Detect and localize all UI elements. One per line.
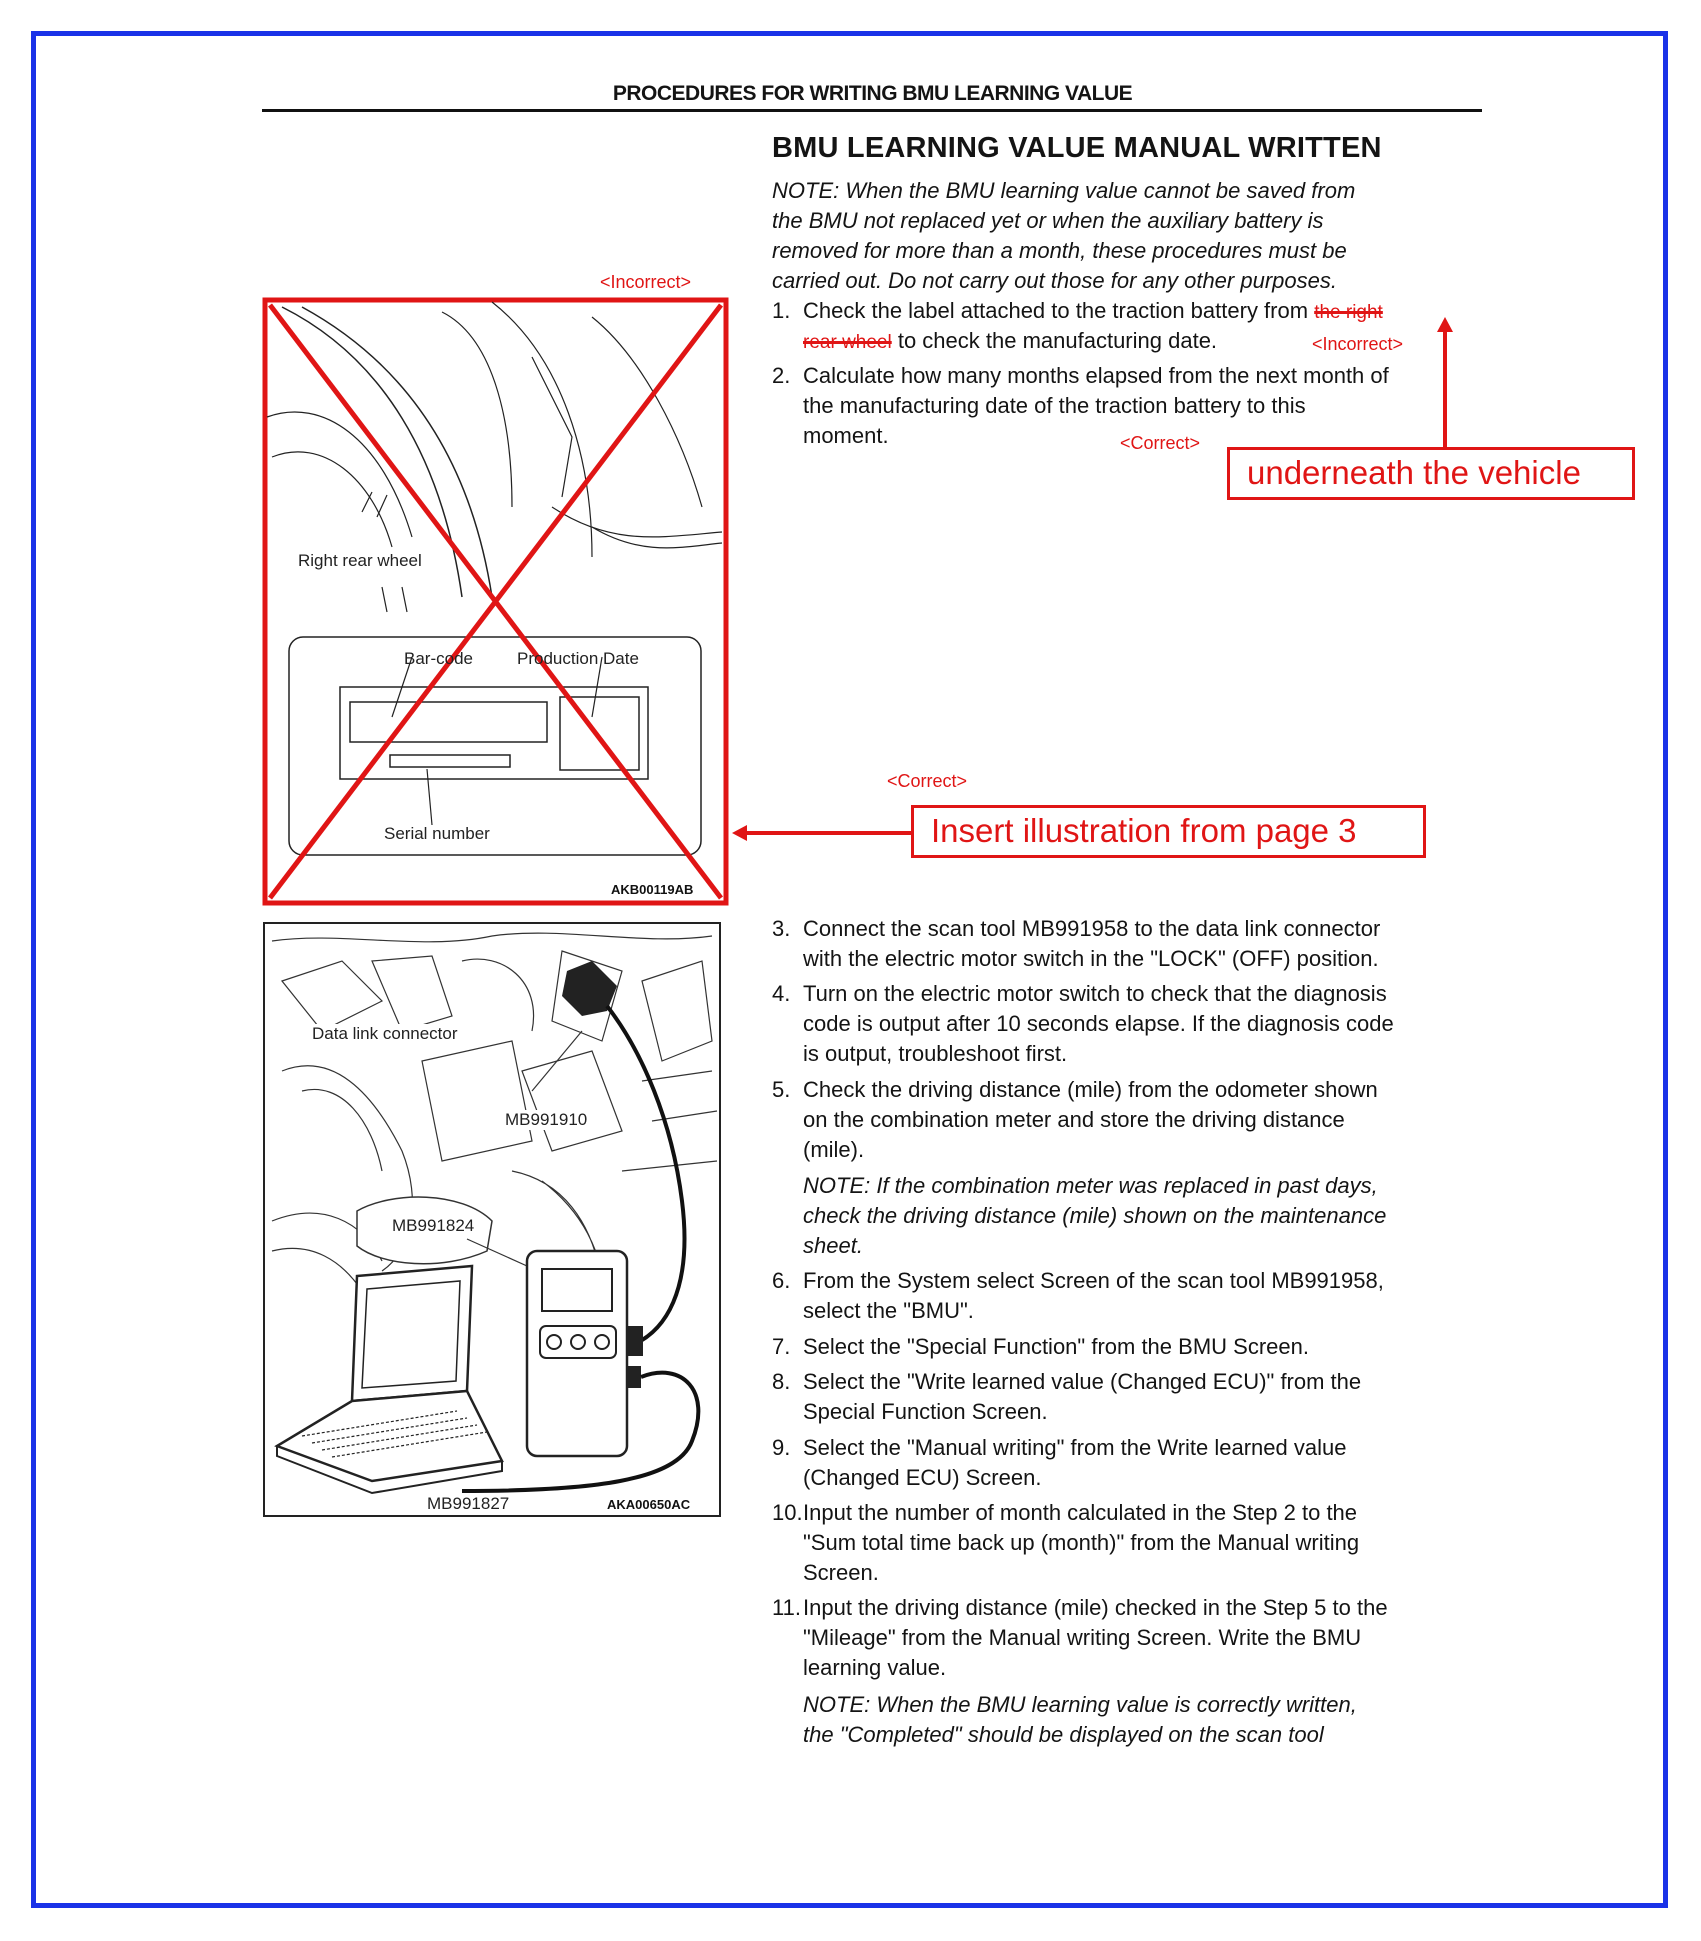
figure-label: Bar-code xyxy=(404,649,473,668)
step-number: 3. xyxy=(772,916,791,941)
note-line: NOTE: When the BMU learning value cannot be saved from xyxy=(772,178,1356,203)
figure-label: Data link connector xyxy=(312,1024,458,1043)
section-title: BMU LEARNING VALUE MANUAL WRITTEN xyxy=(772,132,1382,164)
step-text: Check the label attached to the traction battery from xyxy=(803,298,1309,323)
step-text: "Sum total time back up (month)" from the Manual writing xyxy=(803,1530,1360,1555)
step-text: to check the manufacturing date. xyxy=(897,328,1218,353)
step-text: is output, troubleshoot first. xyxy=(803,1041,1068,1066)
step-text: Input the driving distance (mile) checked in the Step 5 to the xyxy=(803,1595,1388,1620)
figure-battery-label xyxy=(262,297,729,906)
incorrect-label: <Incorrect> xyxy=(1312,334,1404,354)
step-number: 10. xyxy=(772,1500,803,1525)
figure-label: MB991910 xyxy=(505,1110,588,1129)
step-number: 9. xyxy=(772,1435,791,1460)
step-text: Special Function Screen. xyxy=(803,1399,1048,1424)
figure-code: AKB00119AB xyxy=(611,882,694,897)
note-line: check the driving distance (mile) shown on the maintenance xyxy=(803,1203,1387,1228)
correct-label: <Correct> xyxy=(887,771,968,791)
pointer-arrow xyxy=(1430,315,1460,450)
note-step-5 xyxy=(803,1171,1503,1261)
step-text: (mile). xyxy=(803,1137,865,1162)
step-number: 7. xyxy=(772,1334,791,1359)
step-text: learning value. xyxy=(803,1655,947,1680)
incorrect-label: <Incorrect> xyxy=(600,272,692,292)
step-text: select the "BMU". xyxy=(803,1298,974,1323)
figure-code: AKA00650AC xyxy=(607,1497,691,1512)
pointer-arrow xyxy=(730,818,915,848)
callout-underneath-vehicle: underneath the vehicle xyxy=(1227,447,1635,500)
step-text: the manufacturing date of the traction battery to this xyxy=(803,393,1306,418)
correct-label: <Correct> xyxy=(1120,433,1201,453)
step-text: Select the "Special Function" from the BMU Screen. xyxy=(803,1334,1309,1359)
note-line: removed for more than a month, these procedures must be xyxy=(772,238,1347,263)
note-line: the "Completed" should be displayed on the scan tool xyxy=(803,1722,1324,1747)
step-text: "Mileage" from the Manual writing Screen. Write the BMU xyxy=(803,1625,1362,1650)
step-text: code is output after 10 seconds elapse. If the diagnosis code xyxy=(803,1011,1394,1036)
step-number: 8. xyxy=(772,1369,791,1394)
step-text: Select the "Manual writing" from the Write learned value xyxy=(803,1435,1347,1460)
running-head: PROCEDURES FOR WRITING BMU LEARNING VALUE xyxy=(612,82,1133,105)
step-text: (Changed ECU) Screen. xyxy=(803,1465,1042,1490)
step-text: Turn on the electric motor switch to check that the diagnosis xyxy=(803,981,1387,1006)
step-text: Input the number of month calculated in the Step 2 to the xyxy=(803,1500,1358,1525)
note-line: NOTE: When the BMU learning value is correctly written, xyxy=(803,1692,1357,1717)
figure-label: MB991824 xyxy=(392,1216,475,1235)
note-line: carried out. Do not carry out those for any other purposes. xyxy=(772,268,1337,293)
step-text: moment. xyxy=(803,423,889,448)
step-number: 5. xyxy=(772,1077,791,1102)
note-step-11 xyxy=(803,1690,1503,1750)
step-text: Screen. xyxy=(803,1560,879,1585)
step-number: 11. xyxy=(772,1595,801,1620)
step-text: on the combination meter and store the driving distance xyxy=(803,1107,1345,1132)
step-text: with the electric motor switch in the "LOCK" (OFF) position. xyxy=(803,946,1379,971)
callout-insert-illustration: Insert illustration from page 3 xyxy=(911,805,1426,858)
header-rule xyxy=(262,109,1482,112)
struck-text: the right xyxy=(1314,302,1383,323)
figure-scan-tool xyxy=(262,921,722,1518)
struck-text: rear wheel xyxy=(803,332,892,353)
note-intro xyxy=(772,176,1472,296)
figure-label: MB991827 xyxy=(427,1494,510,1513)
step-text: Calculate how many months elapsed from the next month of xyxy=(803,363,1389,388)
step-number: 1. xyxy=(772,298,791,323)
note-line: sheet. xyxy=(803,1233,863,1258)
figure-label: Right rear wheel xyxy=(298,551,422,570)
step-number: 2. xyxy=(772,363,791,388)
figure-label: Serial number xyxy=(384,824,490,843)
step-number: 4. xyxy=(772,981,791,1006)
step-text: Connect the scan tool MB991958 to the data link connector xyxy=(803,916,1381,941)
step-text: From the System select Screen of the scan tool MB991958, xyxy=(803,1268,1384,1293)
figure-label: Production Date xyxy=(517,649,639,668)
step-text: Select the "Write learned value (Changed ECU)" from the xyxy=(803,1369,1362,1394)
note-line: NOTE: If the combination meter was replaced in past days, xyxy=(803,1173,1378,1198)
step-number: 6. xyxy=(772,1268,791,1293)
step-text: Check the driving distance (mile) from the odometer shown xyxy=(803,1077,1378,1102)
note-line: the BMU not replaced yet or when the auxiliary battery is xyxy=(772,208,1324,233)
